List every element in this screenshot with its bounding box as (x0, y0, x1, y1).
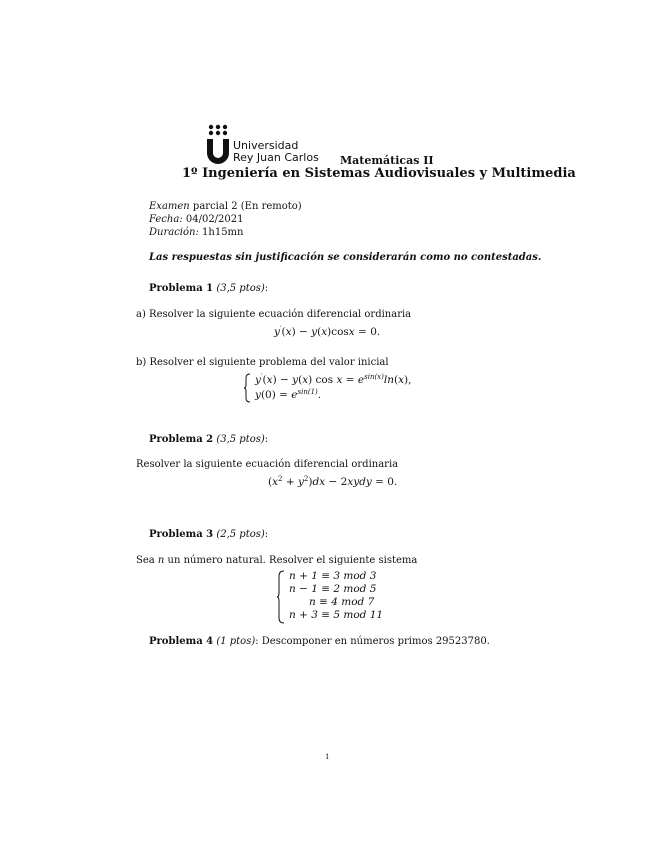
congruence-4: n + 3 ≡ 5 mod 11 (289, 609, 384, 621)
congruence-1: n + 1 ≡ 3 mod 3 (289, 570, 377, 582)
congruence-3: n ≡ 4 mod 7 (309, 596, 375, 608)
problem3-points: (2,5 ptos) (216, 529, 265, 540)
exam-value: parcial 2 (En remoto) (189, 201, 302, 212)
problem2-title: Problema 2 (149, 434, 214, 445)
congruence-2: n − 1 ≡ 2 mod 5 (289, 583, 377, 595)
university-logo (205, 124, 319, 166)
problem4-text: : Descomponer en números primos 29523780. (255, 636, 490, 647)
logo-mark-icon (205, 124, 231, 164)
problem4-line (149, 636, 490, 647)
date-line (149, 214, 244, 225)
problem3-title: Problema 3 (149, 529, 214, 540)
problem1-b-eq2: $y(0) = e^{sin(1)}$. (255, 388, 322, 401)
logo-line1: Universidad (233, 139, 299, 152)
problem2-heading: Problema 2 (3,5 ptos): (149, 434, 269, 445)
problem1-points: (3,5 ptos) (216, 283, 265, 294)
subject-title: Matemáticas II (340, 154, 434, 167)
duration-line (149, 227, 243, 238)
program-title: 1º Ingeniería en Sistemas Audiovisuales y Multimedia (182, 166, 576, 181)
exam-label: Examen (149, 201, 190, 212)
problem2-equation: $(x^2 + y^2)dx$ − 2xydy = 0. (268, 475, 398, 488)
problem4-title: Problema 4 (149, 636, 214, 647)
duration-label: Duración: (149, 227, 199, 238)
date-value: 04/02/2021 (182, 214, 244, 225)
left-brace-icon (243, 373, 251, 403)
problem1-heading: Problema 1 (3,5 ptos): (149, 283, 269, 294)
date-label: Fecha: (149, 214, 183, 225)
problem3-text: Sea n un número natural. Resolver el siguiente sistema (136, 555, 418, 566)
exam-line (149, 201, 302, 212)
left-brace-icon (276, 570, 285, 624)
warning-text: Las respuestas sin justificación se considerarán como no contestadas. (149, 252, 542, 263)
problem4-points: (1 ptos) (216, 636, 256, 647)
problem1-a-text: a) Resolver la siguiente ecuación diferencial ordinaria (136, 309, 412, 320)
logo-line2: Rey Juan Carlos (233, 151, 319, 164)
problem2-text: Resolver la siguiente ecuación diferencial ordinaria (136, 459, 399, 470)
duration-value: 1h15mn (198, 227, 244, 238)
problem1-b-text: b) Resolver el siguiente problema del valor inicial (136, 357, 389, 368)
problem2-points: (3,5 ptos) (216, 434, 265, 445)
problem1-b-system (243, 372, 423, 404)
problem3-heading: Problema 3 (2,5 ptos): (149, 529, 269, 540)
problem1-title: Problema 1 (149, 283, 214, 294)
problem1-b-eq1: y′(x) − y(x) $\cos x = e^{sin(x)}\ln(x)$, (255, 373, 412, 386)
problem1-a-equation: y′(x) − y(x)cosx = 0. (274, 325, 381, 338)
page-number: 1 (325, 753, 330, 761)
problem3-system (276, 569, 386, 625)
